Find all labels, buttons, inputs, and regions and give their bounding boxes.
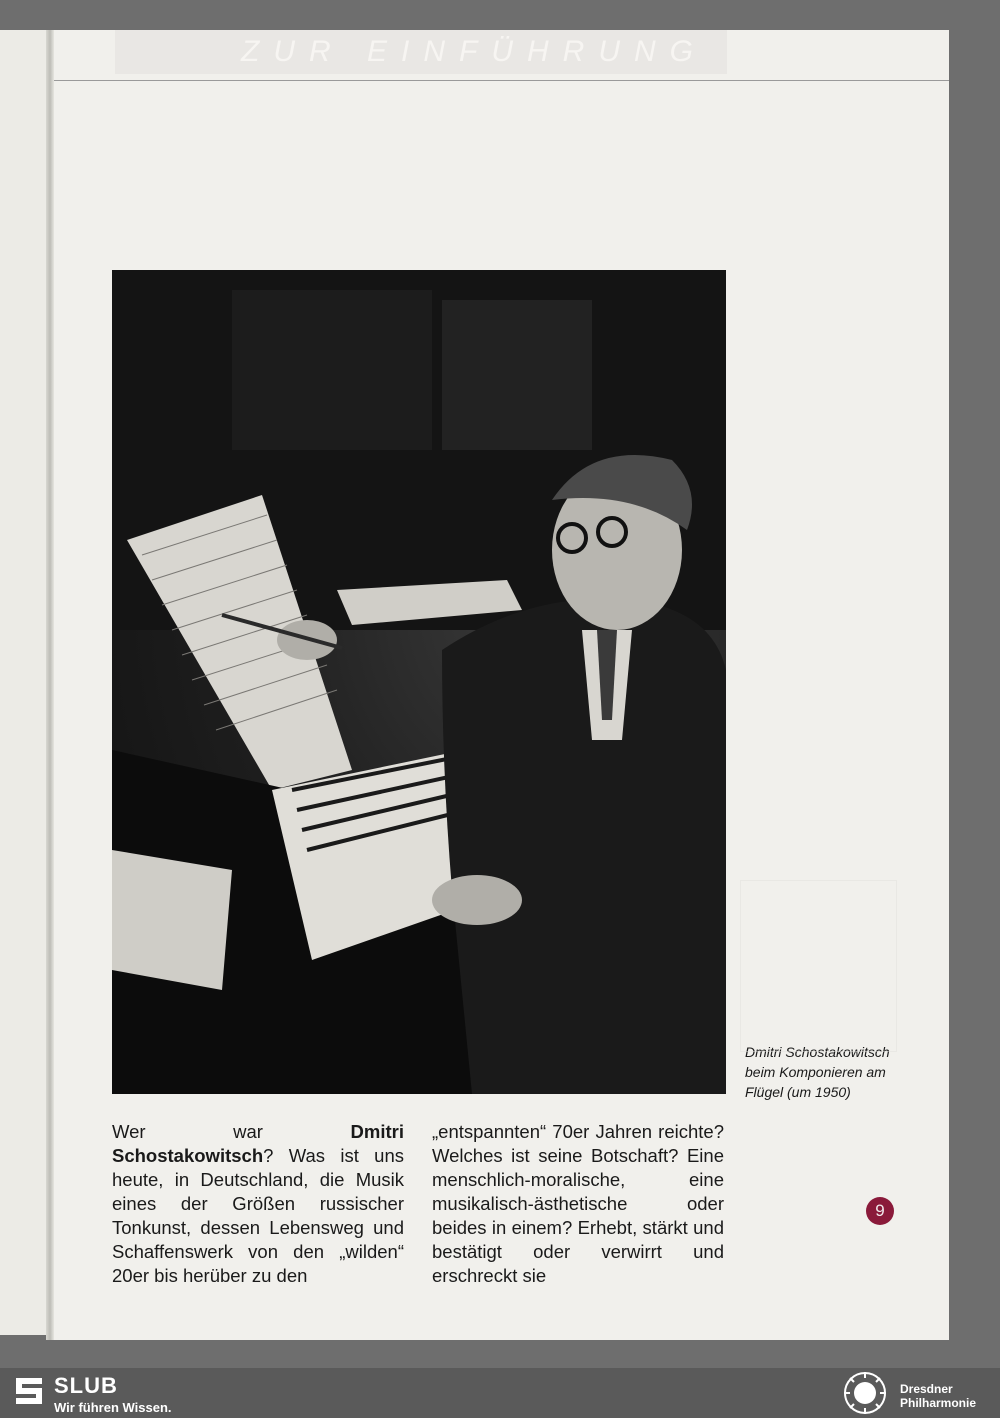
body-text-column-left	[112, 1120, 404, 1288]
body-text-rest: ? Was ist uns heute, in Deutschland, die Musik eines der Größen russischer Tonkunst, dessen Lebensweg und Schaffenswerk von den „wilden“ 20er bis herüber zu den	[112, 1145, 404, 1286]
slub-logo-icon[interactable]	[12, 1374, 46, 1408]
header-rule	[54, 80, 949, 81]
composer-photo	[112, 270, 726, 1094]
dp-name-line2: Philharmonie	[900, 1396, 977, 1410]
section-header	[115, 30, 727, 74]
slub-name[interactable]: SLUB	[54, 1373, 118, 1398]
dp-name-line1: Dresdner	[900, 1382, 953, 1396]
bleedthrough-ad	[740, 880, 897, 1052]
dresdner-philharmonie-logo-icon[interactable]	[842, 1370, 888, 1416]
caption-line: Flügel (um 1950)	[745, 1084, 851, 1100]
slub-slogan: Wir führen Wissen.	[54, 1400, 172, 1415]
book-spine	[46, 30, 54, 1340]
dresdner-philharmonie-name[interactable]	[900, 1382, 976, 1410]
composer-photo-illustration	[112, 270, 726, 1094]
left-page-edge	[0, 30, 52, 1335]
section-header-title: ZUR EINFÜHRUNG	[241, 35, 707, 68]
page-number-badge: 9	[866, 1197, 894, 1225]
composer-name: Dmitri Schostakowitsch	[112, 1121, 404, 1166]
body-text-column-right	[432, 1120, 724, 1288]
body-text-continued: „entspannten“ 70er Jahren reichte? Welches ist seine Botschaft? Eine menschlich-moralische, eine musikalisch-ästhetische oder beides in einem? Erhebt, stärkt und bestätigt oder verwirrt und erschreckt sie	[432, 1121, 724, 1286]
caption-line: Dmitri Schostakowitsch	[745, 1044, 890, 1060]
body-text-intro: Wer war	[112, 1121, 351, 1142]
caption-line: beim Komponieren am	[745, 1064, 886, 1080]
